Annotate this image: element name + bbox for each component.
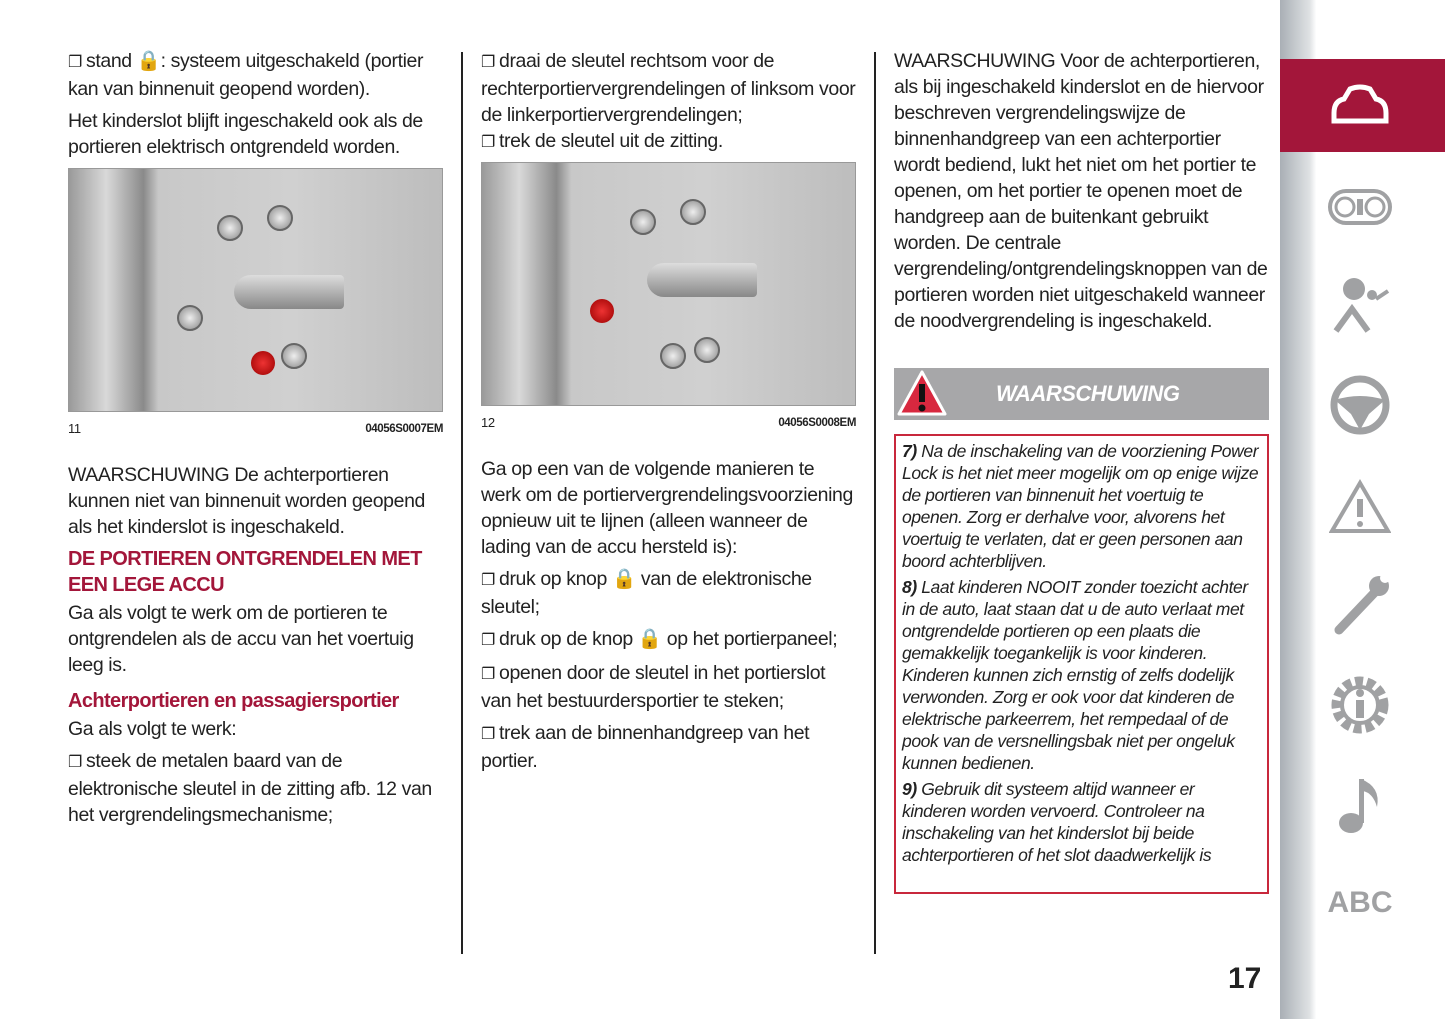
bullet: ❐ draai de sleutel rechtsom voor de rechterportiervergrendelingen of linksom voor de linkerportiervergrendelingen; (481, 48, 856, 128)
dashboard-gauges-icon[interactable] (1320, 172, 1400, 242)
sidebar-item-index[interactable]: ABC (1327, 886, 1393, 919)
figure-number: 11 (68, 421, 81, 436)
figure-11-door-latch (68, 168, 443, 412)
column-divider (874, 52, 876, 954)
steering-wheel-icon[interactable] (1320, 370, 1400, 440)
figure-code: 04056S0008EM (778, 417, 856, 429)
note-number: 8) (902, 577, 917, 597)
figure-12-door-latch (481, 162, 856, 406)
figure-code: 04056S0007EM (365, 423, 443, 435)
note-text: Laat kinderen NOOIT zonder toezicht achter in de auto, laat staan dat u de auto verlaat met ontgrendelde portieren op een plaats die gemakkelijk toegankelijk is voor kinderen. Kinderen kunnen zich ernstig of zelfs dodelijk verwonden. Zorg er ook voor dat kinderen de elektrische parkeerrem, het rempedaal of de pook van de versnellingsbak niet per ongeluk kunnen bedienen. (902, 577, 1248, 773)
music-note-icon[interactable] (1320, 770, 1400, 840)
bullet: ❐ stand 🔒: systeem uitgeschakeld (portier kan van binnenuit geopend worden). (68, 48, 443, 102)
note-number: 7) (902, 441, 917, 461)
note-text: Gebruik dit systeem altijd wanneer er kinderen worden vervoerd. Controleer na inschakeling van het kinderslot bij beide achterportieren of het slot daadwerkelijk is (902, 779, 1212, 865)
warning-paragraph: WAARSCHUWING De achterportieren kunnen niet van binnenuit worden geopend als het kinderslot is ingeschakeld. (68, 464, 425, 538)
note-text: Na de inschakeling van de voorziening Power Lock is het niet meer mogelijk om op enige wijze de portieren van binnenuit het voertuig te openen. Zorg er derhalve voor, alvorens het voertuig te verlaten, dat er geen personen aan boord achterblijven. (902, 441, 1259, 571)
warning-box (894, 434, 1269, 894)
chapter-sidebar (1280, 0, 1445, 1019)
info-gear-icon[interactable] (1320, 670, 1400, 740)
bullet: ❐ openen door de sleutel in het portierslot van het bestuurdersportier te steken; (481, 660, 856, 714)
warning-triangle-icon (896, 368, 948, 418)
column-2 (481, 48, 856, 780)
note-number: 9) (902, 779, 917, 799)
section-heading: DE PORTIEREN ONTGRENDELEN MET EEN LEGE ACCU (68, 548, 422, 596)
column-3 (894, 48, 1269, 894)
warning-paragraph: WAARSCHUWING Voor de achterportieren, als bij ingeschakeld kinderslot en de hiervoor beschreven vergrendelingswijze de binnenhandgreep van een achterportier wordt bediend, lukt het niet om het portier te openen, om het portier te openen moet de handgreep aan de buitenkant gebruikt worden. De centrale vergrendeling/ontgrendelingsknoppen van de portieren worden niet uitgeschakeld wanneer de noodvergrendeling is ingeschakeld. (894, 50, 1268, 332)
wrench-icon[interactable] (1320, 570, 1400, 640)
figure-number: 12 (481, 415, 495, 430)
bullet: ❐ druk op knop 🔒 van de elektronische sleutel; (481, 566, 856, 620)
airbag-seat-icon[interactable] (1320, 270, 1400, 340)
warning-title: WAARSCHUWING (996, 381, 1180, 406)
warning-triangle-icon[interactable] (1320, 472, 1400, 542)
page-number: 17 (1228, 962, 1262, 995)
paragraph: Ga als volgt te werk: (68, 718, 237, 740)
bullet: ❐ trek de sleutel uit de zitting. (481, 128, 856, 156)
paragraph: Ga als volgt te werk om de portieren te ontgrendelen als de accu van het voertuig leeg is. (68, 602, 414, 676)
warning-header (894, 368, 1269, 420)
column-divider (461, 52, 463, 954)
bullet: ❐ trek aan de binnenhandgreep van het portier. (481, 720, 856, 774)
column-1 (68, 48, 443, 834)
paragraph: Het kinderslot blijft ingeschakeld ook als de portieren elektrisch ontgrendeld worden. (68, 110, 423, 158)
subsection-heading: Achterportieren en passagiersportier (68, 690, 399, 712)
car-icon[interactable] (1320, 70, 1400, 140)
bullet: ❐ steek de metalen baard van de elektronische sleutel in de zitting afb. 12 van het vergrendelingsmechanisme; (68, 748, 443, 828)
bullet: ❐ druk op de knop 🔒 op het portierpaneel; (481, 626, 856, 654)
paragraph: Ga op een van de volgende manieren te werk om de portiervergrendelingsvoorziening opnieuw uit te lijnen (alleen wanneer de lading van de accu hersteld is): (481, 458, 853, 558)
